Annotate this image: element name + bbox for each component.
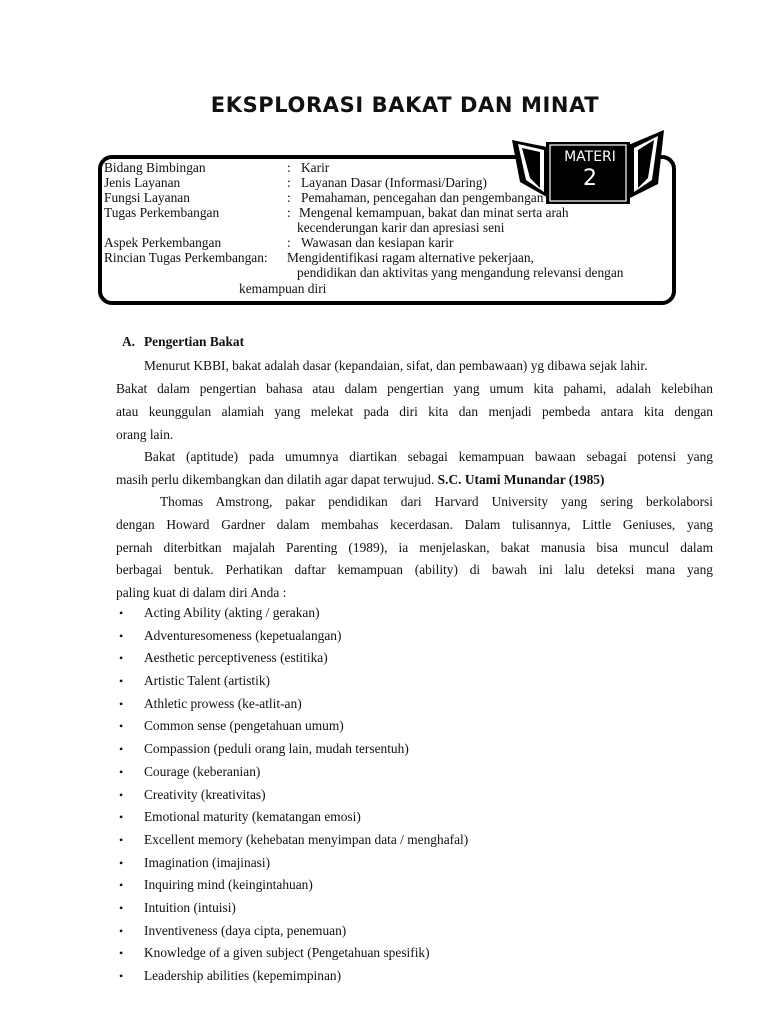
list-item-text: Creativity (kreativitas) [144,786,266,802]
list-item-text: Excellent memory (kehebatan menyimpan data / menghafal) [144,831,469,847]
info-row-tugas [104,205,569,221]
info-sep: : [287,205,291,220]
list-item-text: Intuition (intuisi) [144,899,236,915]
bullet-icon: • [119,832,124,847]
paragraph-line: Thomas Amstrong, pakar pendidikan dari Harvard University yang sering berkolaborsi [160,494,713,509]
bullet-icon: • [119,855,124,870]
paragraph-line: orang lain. [116,427,174,442]
info-row-bidang [104,160,329,176]
bullet-icon: • [119,969,124,983]
info-row-aspek [104,235,453,251]
paragraph-line [116,472,604,488]
bullet-icon: • [119,810,124,825]
paragraph-line: atau keunggulan alamiah yang melekat pada diri kita dan menjadi pembeda antara kita dengan [116,404,713,419]
info-sep: : [287,190,291,205]
info-value: Karir [301,160,330,175]
info-key: Aspek Perkembangan [104,235,222,250]
info-row-rincian-cont: pendidikan dan aktivitas yang mengandung relevansi dengan [297,265,624,280]
list-item-text: Acting Ability (akting / gerakan) [144,605,320,620]
bullet-icon: • [119,719,124,734]
bullet-icon: • [119,923,124,938]
info-row-rincian [104,250,534,266]
info-value: Mengenal kemampuan, bakat dan minat serta arah [299,205,569,220]
info-row-jenis [104,175,487,191]
list-item-text: Common sense (pengetahuan umum) [144,718,344,734]
bullet-icon: • [119,674,124,689]
info-sep: : [287,160,291,175]
list-item-text: Aesthetic perceptiveness (estitika) [144,650,328,666]
section-number: A. [122,334,136,349]
list-item-text: Emotional maturity (kematangan emosi) [144,809,361,825]
info-row-rincian-cont2: kemampuan diri [239,281,327,296]
list-item-text: Courage (keberanian) [144,763,261,779]
list-item-text: Artistic Talent (artistik) [144,673,270,689]
bullet-icon: • [119,696,124,711]
document-title: EKSPLORASI BAKAT DAN MINAT [210,93,600,117]
paragraph-line: pernah diterbitkan majalah Parenting (1989), ia menjelaskan, bakat manusia bisa muncul dalam [116,540,713,555]
list-item-text: Imagination (imajinasi) [144,854,271,870]
citation-source: S.C. Utami Munandar (1985) [437,472,605,487]
info-key: Rincian Tugas Perkembangan: [104,250,268,265]
list-item-text: Inventiveness (daya cipta, penemuan) [144,922,347,938]
bullet-icon: • [119,900,124,915]
section-title: Pengertian Bakat [144,334,245,349]
list-item-text: Knowledge of a given subject (Pengetahuan spesifik) [144,945,430,961]
paragraph-line: berbagai bentuk. Perhatikan daftar kemampuan (ability) di bawah ini lalu deteksi mana yang [116,562,713,577]
bullet-icon: • [119,764,124,779]
info-key: Bidang Bimbingan [104,160,206,175]
section-heading [122,334,244,350]
bullet-icon: • [119,651,124,666]
bullet-icon: • [119,606,124,620]
list-item-text: Compassion (peduli orang lain, mudah tersentuh) [144,741,409,757]
bullet-icon: • [119,787,124,802]
badge-number: 2 [583,166,597,191]
info-value: Wawasan dan kesiapan karir [301,235,454,250]
paragraph-text: masih perlu dikembangkan dan dilatih agar dapat terwujud. [116,472,435,487]
bullet-icon: • [119,878,124,893]
paragraph-line: Bakat (aptitude) pada umumnya diartikan sebagai kemampuan bawaan sebagai potensi yang [144,449,713,464]
info-key: Jenis Layanan [104,175,181,190]
info-value: Layanan Dasar (Informasi/Daring) [301,175,487,190]
paragraph-line: dengan Howard Gardner dalam membahas kecerdasan. Dalam tulisannya, Little Geniuses, yang [116,517,713,532]
info-sep: : [287,235,291,250]
info-sep: : [287,175,291,190]
info-key: Tugas Perkembangan [104,205,220,220]
paragraph-line: Bakat dalam pengertian bahasa atau dalam pengertian yang umum kita pahami, adalah kelebihan [116,381,713,396]
bullet-icon: • [119,742,124,757]
info-key: Fungsi Layanan [104,190,190,205]
list-item-text: Leadership abilities (kepemimpinan) [144,968,342,983]
info-row-fungsi [104,190,543,206]
list-item-text: Adventuresomeness (kepetualangan) [144,627,342,643]
info-value: Mengidentifikasi ragam alternative pekerjaan, [287,250,534,265]
bullet-icon: • [119,946,124,961]
bullet-icon: • [119,628,124,643]
info-value: Pemahaman, pencegahan dan pengembangan [301,190,544,205]
list-item-text: Athletic prowess (ke-atlit-an) [144,695,302,711]
list-item-text: Inquiring mind (keingintahuan) [144,877,313,893]
info-row-tugas-cont: kecenderungan karir dan apresiasi seni [297,220,505,235]
paragraph-line: Menurut KBBI, bakat adalah dasar (kepandaian, sifat, dan pembawaan) yg dibawa sejak lahir. [144,358,648,373]
badge-label: MATERI [564,149,616,165]
paragraph-line: paling kuat di dalam diri Anda : [116,585,287,600]
